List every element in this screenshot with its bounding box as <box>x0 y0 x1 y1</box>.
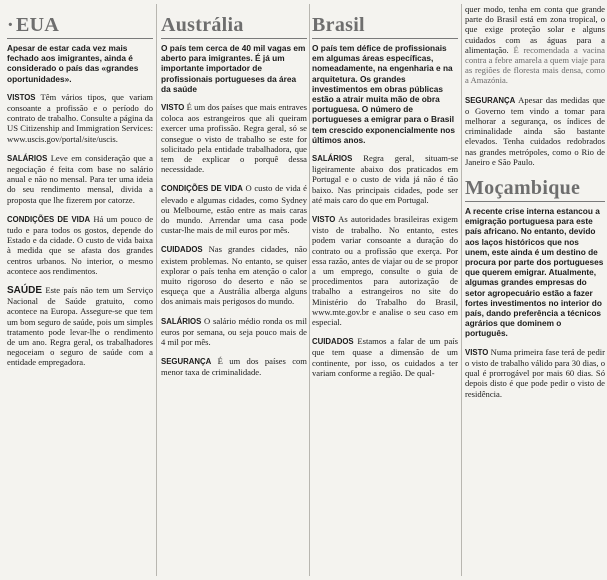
paragraph-cuidados-brasil <box>312 336 458 378</box>
lede-mocambique: A recente crise interna estancou a emigração portuguesa para este país africano. No entanto, devido aos laços históricos que nos unem, este ainda é um destino de procura por parte dos portugueses que querem emigrar. Atualmente, algumas grandes empresas do setor agropecuário estão a fazer fortes investimentos no interior do país, dando preferência a técnicos agrários que dominem o português. <box>465 206 604 339</box>
text-cuidados: Nas grandes cidades, não existem problemas. No entanto, se quiser explorar o país tenha em atenção o calor muito rigoroso do deserto e não se esqueça que a Austrália alberga alguns dos animais mais perigosos do mundo. <box>161 244 307 307</box>
text-visto: É um dos países que mais entraves coloca aos estrangeiros que ali queiram exercer uma profissão. Regra geral, só se consegue o visto de trabalho se este for solicitado pela entidade trabalhadora, que tem de explicar o porquê dessa necessidade. <box>161 102 307 175</box>
paragraph-salarios-brasil <box>312 153 458 205</box>
text-condicoes: O custo de vida é elevado e algumas cidades, como Sydney ou Melbourne, estão entre as mais caras do mundo. Arrendar uma casa pode custar-lhe mais de mil euros por mês. <box>161 183 307 236</box>
keyword-saude: SAÚDE <box>7 285 43 297</box>
paragraph-visto-mocambique <box>465 347 605 399</box>
section-title-eua <box>7 14 153 39</box>
lede-australia: O país tem cerca de 40 mil vagas em aberto para imigrantes. É já um importante importador de profissionais portugueses da área da saúde <box>161 43 306 94</box>
keyword-seguranca: SEGURANÇA <box>161 357 212 367</box>
section-title-eua-text: EUA <box>15 14 60 36</box>
text-vistos: Têm vários tipos, que variam consoante a profissão e o período do contrato de trabalho. Consulte a página da US Citizenship and Immigration Services: www.uscis.gov/portal/site/uscis. <box>7 91 153 144</box>
paragraph-condicoes-eua <box>7 214 153 276</box>
paragraph-seguranca-brasil <box>465 95 605 167</box>
keyword-cuidados: CUIDADOS <box>312 337 354 347</box>
column-divider <box>156 4 157 576</box>
paragraph-salarios-australia <box>161 316 307 348</box>
keyword-visto: VISTO <box>465 347 489 357</box>
keyword-seguranca: SEGURANÇA <box>465 95 516 105</box>
paragraph-cuidados-brasil-cont <box>465 4 605 86</box>
paragraph-visto-australia <box>161 102 307 174</box>
column-eua <box>7 4 153 576</box>
text-saude: Este país não tem um Serviço Nacional de Saúde gratuito, como acontece na Europa. Assegure-se que tem um bom seguro de saúde, pois um simples tratamento pode levar-lhe o rendimento de um ano. Regra geral, os trabalhadores negoceiam o seguro de saúde com a entidade empregadora. <box>7 285 153 368</box>
paragraph-visto-brasil <box>312 214 458 327</box>
column-australia <box>161 4 307 576</box>
column-brasil <box>312 4 458 576</box>
section-title-brasil: Brasil <box>312 14 458 39</box>
text-salarios: Regra geral, situam-se ligeiramente abaixo dos praticados em Portugal e o custo de vida já não é tão baixo. Nas principais cidades, pode ser até mais caro do que em Portugal. <box>312 153 458 205</box>
section-title-mocambique: Moçambique <box>465 177 605 202</box>
text-condicoes: Há um pouco de tudo e para todos os gostos, depende do Estado e da cidade. O custo de vida baixa à medida que se afasta dos grandes centros urbanos. No interior, o mesmo acontece aos rendimentos. <box>7 213 153 276</box>
paragraph-saude-eua <box>7 285 153 368</box>
keyword-salarios: SALÁRIOS <box>161 316 202 326</box>
lede-brasil: O país tem défice de profissionais em algumas áreas específicas, nomeadamente, na engenharia e na arquitetura. Os grandes investimentos em obras públicas estão a atrair muita mão de obra portuguesa. O número de portugueses a emigrar para o Brasil tem crescido exponencialmente nos últimos anos. <box>312 43 455 145</box>
text-seguranca: É um dos países com menor taxa de criminalidade. <box>161 356 307 378</box>
column-brasil-mocambique <box>465 4 605 576</box>
paragraph-condicoes-australia <box>161 183 307 235</box>
text-salarios: O salário médio ronda os mil euros por semana, ou seja pouco mais de 4 mil por mês. <box>161 315 307 348</box>
paragraph-seguranca-australia <box>161 356 307 377</box>
keyword-condicoes: CONDIÇÕES DE VIDA <box>7 214 91 224</box>
text-cuidados-faded: É recomendada a vacina contra a febre amarela a quem viaje para as regiões de floresta mais densa, como a Amazónia. <box>465 44 605 86</box>
keyword-salarios: SALÁRIOS <box>7 153 48 163</box>
keyword-vistos: VISTOS <box>7 92 36 102</box>
keyword-condicoes: CONDIÇÕES DE VIDA <box>161 184 243 194</box>
section-title-australia: Austrália <box>161 14 307 39</box>
text-salarios: Leve em consideração que a negociação é feita com base no salário anual e não no mensal. Para ter uma ideia do seu rendimento mensal, divida a proposta que lhe fizerem por catorze. <box>7 152 153 205</box>
text-cuidados-cont: quer modo, tenha em conta que grande parte do Brasil está em zona tropical, o que exige proteção solar e alguns cuidados com as águas para a alimentação. <box>465 4 605 55</box>
paragraph-cuidados-australia <box>161 244 307 306</box>
title-bullet: · <box>7 14 14 36</box>
keyword-visto: VISTO <box>312 215 336 225</box>
keyword-salarios: SALÁRIOS <box>312 154 353 164</box>
column-divider <box>309 4 310 576</box>
text-visto: Numa primeira fase terá de pedir o visto de trabalho válido para 30 dias, o qual é prorrogável por mais 60 dias. Só depois disto é que pode pedir o visto de residência. <box>465 346 605 399</box>
text-cuidados: Estamos a falar de um país que tem quase a dimensão de um continente, por isso, os cuidados a ter variam conforme a região. De qual- <box>312 336 458 378</box>
keyword-visto: VISTO <box>161 103 185 113</box>
text-visto: As autoridades brasileiras exigem visto de trabalho. No entanto, estes podem variar consoante a duração do contrato ou a profissão que exerça. Por essa razão, antes de viajar ou de se propor a um emprego, consulte o guia de procedimentos para autorização de trabalho a estrangeiros no site do Ministério do Trabalho do Brasil, www.mte.gov.br e analise o seu caso em especial. <box>312 214 458 328</box>
column-divider <box>461 4 462 576</box>
lede-eua: Apesar de estar cada vez mais fechado aos imigrantes, ainda é considerado o país das «grandes oportunidades». <box>7 43 139 84</box>
paragraph-vistos <box>7 92 153 144</box>
keyword-cuidados: CUIDADOS <box>161 245 203 255</box>
text-seguranca: Apesar das medidas que o Governo tem vindo a tomar para melhorar a segurança, os índices de criminalidade ainda são bastante elevados. Tenha cuidados redobrados nas grandes metrópoles, como o Rio de Janeiro e São Paulo. <box>465 94 605 167</box>
paragraph-salarios-eua <box>7 153 153 205</box>
